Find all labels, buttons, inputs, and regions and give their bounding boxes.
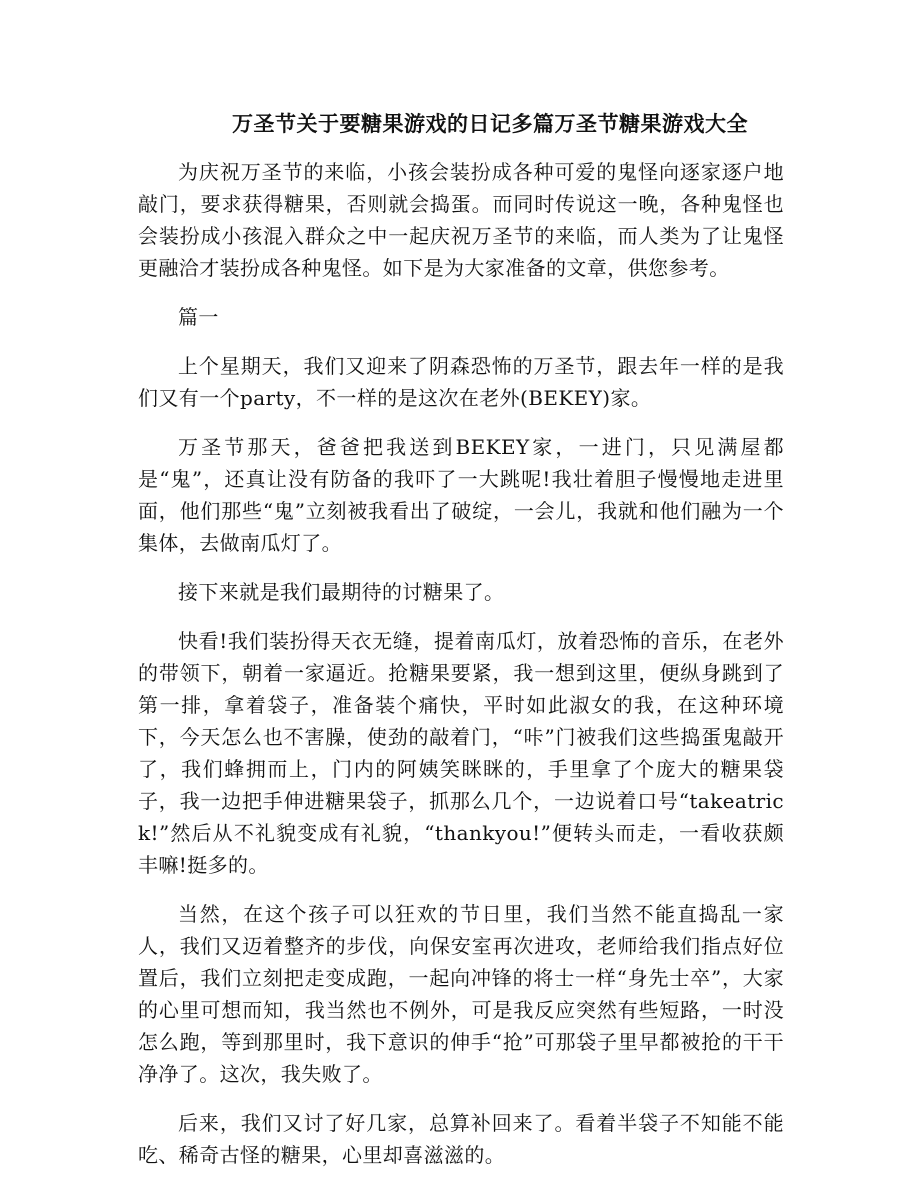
paragraph: 快看!我们装扮得天衣无缝，提着南瓜灯，放着恐怖的音乐，在老外的带领下，朝着一家逼近。抢糖果要紧，我一想到这里，便纵身跳到了第一排，拿着袋子，准备装个痛快，平时如此淑女的我，在这种环境下，今天怎么也不害臊，使劲的敲着门，“咔”门被我们这些捣蛋鬼敲开了，我们蜂拥而上，门内的阿姨笑眯眯的，手里拿了个庞大的糖果袋子，我一边把手伸进糖果袋子，抓那么几个，一边说着口号“takeatrick!”然后从不礼貌变成有礼貌，“thankyou!”便转头而走，一看收获颇丰嘛!挺多的。 [138, 629, 784, 877]
paragraph: 后来，我们又讨了好几家，总算补回来了。看着半袋子不知能不能吃、稀奇古怪的糖果，心里却喜滋滋的。 [138, 1111, 784, 1167]
intro-paragraph: 为庆祝万圣节的来临，小孩会装扮成各种可爱的鬼怪向逐家逐户地敲门，要求获得糖果，否则就会捣蛋。而同时传说这一晚，各种鬼怪也会装扮成小孩混入群众之中一起庆祝万圣节的来临，而人类为了让鬼怪更融洽才装扮成各种鬼怪。如下是为大家准备的文章，供您参考。 [138, 160, 784, 280]
document-body [138, 156, 784, 1188]
document-title: 万圣节关于要糖果游戏的日记多篇万圣节糖果游戏大全 [232, 111, 748, 136]
paragraph: 当然，在这个孩子可以狂欢的节日里，我们当然不能直捣乱一家人，我们又迈着整齐的步伐，向保安室再次进攻，老师给我们指点好位置后，我们立刻把走变成跑，一起向冲锋的将士一样“身先士卒”，大家的心里可想而知，我当然也不例外，可是我反应突然有些短路，一时没怎么跑，等到那里时，我下意识的伸手“抢”可那袋子里早都被抢的干干净净了。这次，我失败了。 [138, 902, 784, 1086]
paragraph: 上个星期天，我们又迎来了阴森恐怖的万圣节，跟去年一样的是我们又有一个party，不一样的是这次在老外(BEKEY)家。 [138, 354, 784, 410]
paragraph: 万圣节那天，爸爸把我送到BEKEY家，一进门，只见满屋都是“鬼”，还真让没有防备的我吓了一大跳呢!我壮着胆子慢慢地走进里面，他们那些“鬼”立刻被我看出了破绽，一会儿，我就和他们融为一个集体，去做南瓜灯了。 [138, 435, 784, 555]
paragraph: 接下来就是我们最期待的讨糖果了。 [178, 580, 505, 604]
section-heading: 篇一 [178, 305, 219, 329]
